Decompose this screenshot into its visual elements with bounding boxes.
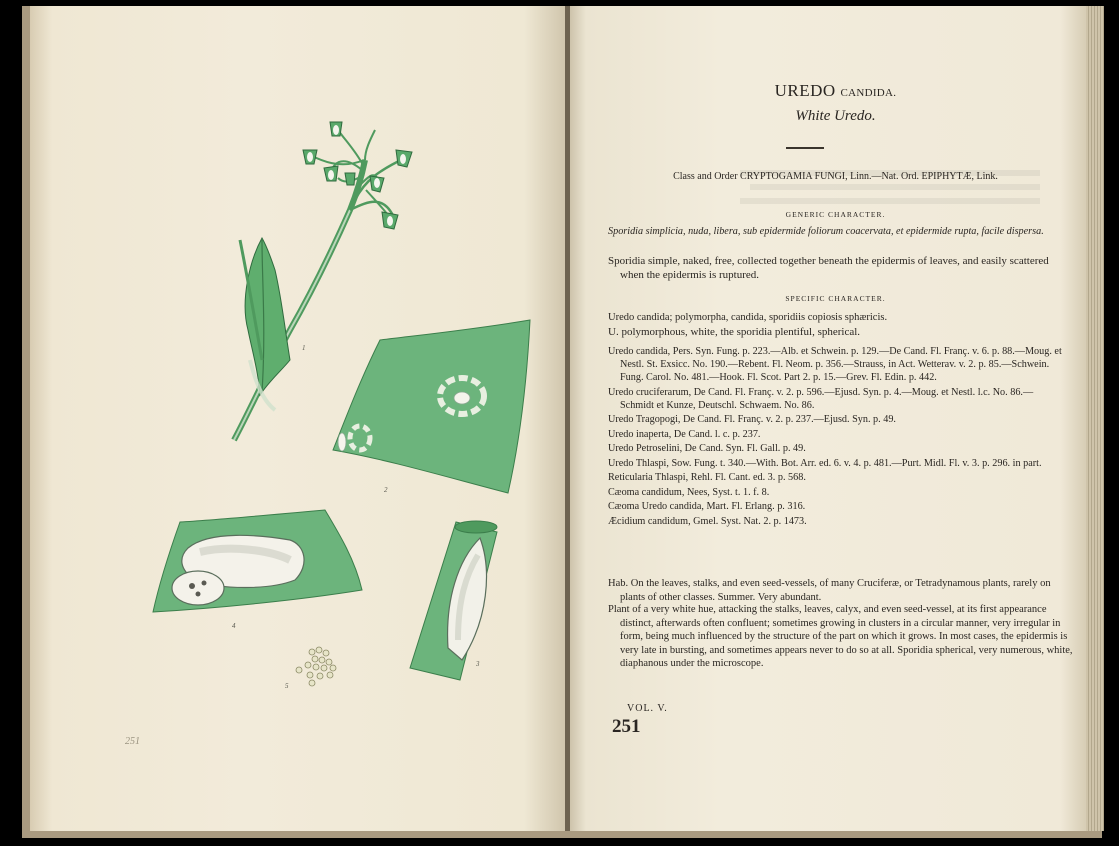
reference-entry: Reticularia Thlaspi, Rehl. Fl. Cant. ed. 3. p. 568. [608,472,806,483]
leaf-fragment-figure-2 [333,320,530,493]
page-number: 251 [612,716,641,737]
volume-label: VOL. V. [627,703,668,714]
specific-latin-text: Uredo candida; polymorpha, candida, sporidiis copiosis sphæricis. [608,312,888,323]
plant-description-paragraph: Plant of a very white hue, attacking the stalks, leaves, calyx, and even seed-vessel, at its first appearance distinct, afterwards often confluent; sometimes growing in clusters in a circular manner, very irregular in form, being much influenced by the structure of the part on which it grows. In most cases, the epidermis is very late in bursting, and sometimes appears never to do so at all. Sporidia spherical, very numerous, white, diaphanous under the microscope. [608,604,1073,669]
reference-entry: Cæoma Uredo candida, Mart. Fl. Erlang. p. 316. [608,501,806,512]
reference-entry: Uredo Petroselini, De Cand. Syn. Fl. Gall. p. 49. [608,443,806,454]
title-main: UREDO [774,81,836,100]
figure-label: 1 [302,344,306,352]
page-title [608,81,1063,100]
reference-entry: Uredo Tragopogi, De Cand. Fl. Franç. v. 2. p. 237.—Ejusd. Syn. p. 49. [608,414,896,425]
figure-label: 2 [384,486,388,494]
stalk-section-figure-3 [410,521,497,680]
figure-label: 3 [476,660,480,668]
reference-entry: Uredo cruciferarum, De Cand. Fl. Franç. v. 2. p. 596.—Ejusd. Syn. p. 4.—Moug. et Nestl. l.c. No. 86.—Schmidt et Kunze, Deutschl. Schwaem. No. 86. [608,386,1034,411]
reference-entry: Cæoma candidum, Nees, Syst. t. 1. f. 8. [608,486,770,498]
reference-entry: Uredo Thlaspi, Sow. Fung. t. 340.—With. Bot. Arr. ed. 6. v. 4. p. 481.—Purt. Midl. Fl. v. 3. p. 296. in part. [608,457,1042,469]
leaf-fragment-figure-4 [153,510,362,612]
generic-latin-text: Sporidia simplicia, nuda, libera, sub epidermide foliorum coacervata, et epidermide rupta, facile dispersa. [608,226,1044,237]
title-species: CANDIDA. [840,87,897,99]
classification-line: Class and Order CRYPTOGAMIA FUNGI, Linn.—Nat. Ord. EPIPHYTÆ, Link. [673,171,998,182]
generic-character-heading: GENERIC CHARACTER. [785,210,886,219]
reference-entry: Æcidium candidum, Gmel. Syst. Nat. 2. p. 1473. [608,515,807,527]
spores-figure-5 [296,647,336,686]
synonym-references [608,345,1063,529]
reference-entry: Uredo candida, Pers. Syn. Fung. p. 223.—Alb. et Schwein. p. 129.—De Cand. Fl. Franç. v. 6. p. 88.—Moug. et Nestl. St. Exsicc. No. 190.—Rebent. Fl. Neom. p. 356.—Strauss, in Act. Wetterav. v. 2. p. 85.—Schwein. Fung. Carol. No. 481.—Hook. Fl. Scot. Part 2. p. 15.—Grev. Fl. Edin. p. 442. [608,346,1062,383]
page-subtitle: White Uredo. [795,108,876,124]
specific-english-text: U. polymorphous, white, the sporidia plentiful, spherical. [608,326,861,338]
figure-label: 5 [285,682,289,690]
title-rule [786,147,824,149]
plate-number: 251 [125,736,140,747]
generic-english-text: Sporidia simple, naked, free, collected together beneath the epidermis of leaves, and easily scattered when the epidermis is ruptured. [608,255,1049,281]
habitat-paragraph: Hab. On the leaves, stalks, and even seed-vessels, of many Cruciferæ, or Tetradynamous plants, rarely on plants of other classes. Summer. Very abundant. [608,578,1051,603]
specific-character-heading: SPECIFIC CHARACTER. [785,294,886,303]
figure-label: 4 [232,622,236,630]
reference-entry: Uredo inaperta, De Cand. l. c. p. 237. [608,428,761,440]
